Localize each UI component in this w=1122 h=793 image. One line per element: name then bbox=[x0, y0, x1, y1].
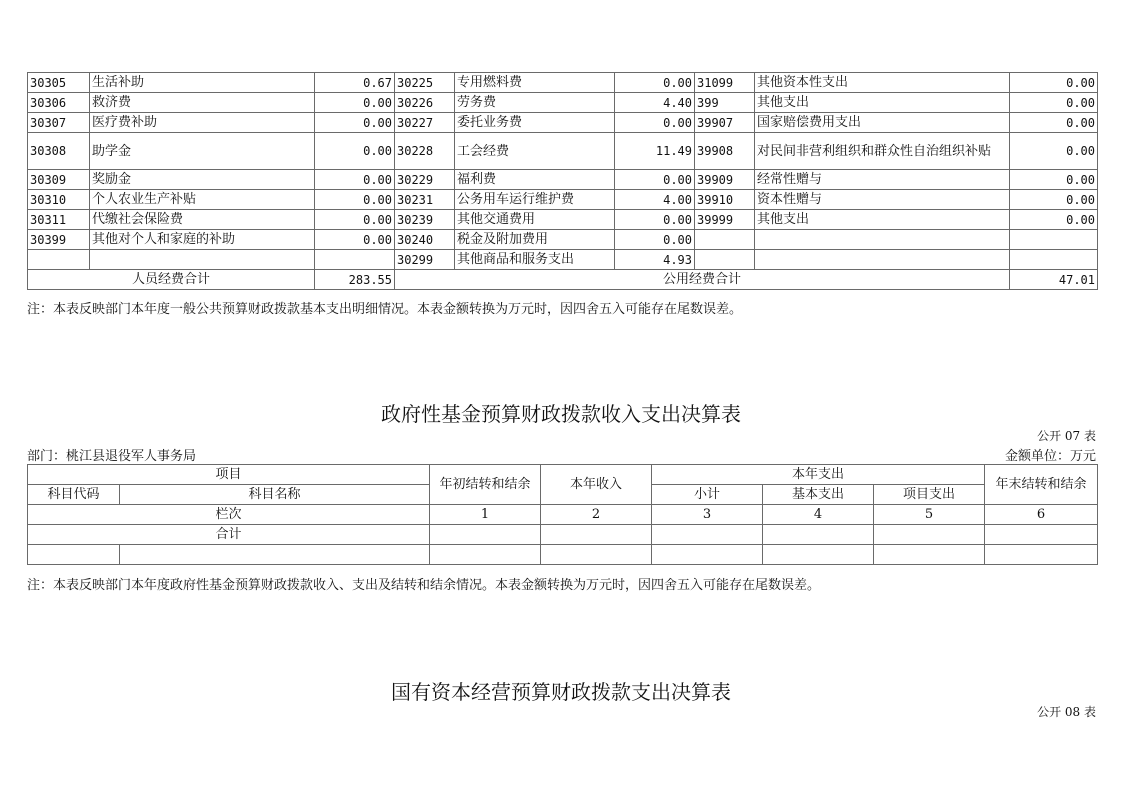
department-label: 部门：桃江县退役军人事务局 bbox=[27, 449, 197, 464]
econ-code-cell: 30231 bbox=[395, 190, 455, 210]
econ-code-cell: 30240 bbox=[395, 230, 455, 250]
total-label: 合计 bbox=[28, 525, 430, 545]
table-cell bbox=[430, 545, 541, 565]
econ-code-cell: 30310 bbox=[28, 190, 90, 210]
table-cell bbox=[985, 525, 1098, 545]
econ-code-cell: 30239 bbox=[395, 210, 455, 230]
amount-cell bbox=[1010, 250, 1098, 270]
econ-code-cell bbox=[695, 230, 755, 250]
header-carry-end: 年末结转和结余 bbox=[985, 465, 1098, 505]
table-cell bbox=[652, 525, 763, 545]
table-cell bbox=[541, 525, 652, 545]
econ-name-cell: 奖励金 bbox=[90, 170, 315, 190]
amount-cell: 0.00 bbox=[1010, 190, 1098, 210]
header-basic: 基本支出 bbox=[763, 485, 874, 505]
econ-name-cell: 代缴社会保险费 bbox=[90, 210, 315, 230]
table-cell bbox=[430, 525, 541, 545]
econ-name-cell: 医疗费补助 bbox=[90, 113, 315, 133]
econ-code-cell: 30307 bbox=[28, 113, 90, 133]
econ-name-cell: 其他支出 bbox=[755, 93, 1010, 113]
table-row bbox=[28, 230, 1098, 250]
amount-cell: 0.00 bbox=[315, 133, 395, 170]
econ-name-cell: 其他资本性支出 bbox=[755, 73, 1010, 93]
econ-name-cell: 其他商品和服务支出 bbox=[455, 250, 615, 270]
econ-code-cell: 30226 bbox=[395, 93, 455, 113]
econ-name-cell: 工会经费 bbox=[455, 133, 615, 170]
table-row bbox=[28, 170, 1098, 190]
header-name: 科目名称 bbox=[120, 485, 430, 505]
econ-name-cell: 救济费 bbox=[90, 93, 315, 113]
table-body bbox=[28, 73, 1098, 270]
section3-title: 国有资本经营预算财政拨款支出决算表 bbox=[391, 680, 731, 704]
econ-name-cell: 其他支出 bbox=[755, 210, 1010, 230]
table-cell bbox=[874, 545, 985, 565]
econ-name-cell: 税金及附加费用 bbox=[455, 230, 615, 250]
econ-code-cell: 30311 bbox=[28, 210, 90, 230]
amount-cell: 11.49 bbox=[615, 133, 695, 170]
econ-name-cell: 劳务费 bbox=[455, 93, 615, 113]
amount-cell: 4.00 bbox=[615, 190, 695, 210]
public-total-value: 47.01 bbox=[1010, 270, 1098, 290]
table1-note: 注：本表反映部门本年度一般公共预算财政拨款基本支出明细情况。本表金额转换为万元时，因四舍五入可能存在尾数误差。 bbox=[27, 302, 743, 317]
amount-cell: 0.00 bbox=[1010, 73, 1098, 93]
econ-code-cell: 30228 bbox=[395, 133, 455, 170]
header-project-expense: 项目支出 bbox=[874, 485, 985, 505]
econ-code-cell: 39908 bbox=[695, 133, 755, 170]
econ-code-cell bbox=[28, 250, 90, 270]
column-number: 1 bbox=[430, 505, 541, 525]
econ-code-cell: 30305 bbox=[28, 73, 90, 93]
econ-name-cell: 公务用车运行维护费 bbox=[455, 190, 615, 210]
econ-code-cell: 30309 bbox=[28, 170, 90, 190]
econ-name-cell bbox=[755, 230, 1010, 250]
econ-name-cell: 对民间非营利组织和群众性自治组织补贴 bbox=[755, 133, 1010, 170]
total-row bbox=[28, 525, 1098, 545]
amount-cell bbox=[315, 250, 395, 270]
econ-code-cell: 30225 bbox=[395, 73, 455, 93]
column-number: 5 bbox=[874, 505, 985, 525]
econ-name-cell: 其他交通费用 bbox=[455, 210, 615, 230]
econ-name-cell: 其他对个人和家庭的补助 bbox=[90, 230, 315, 250]
econ-name-cell: 福利费 bbox=[455, 170, 615, 190]
table-cell bbox=[120, 545, 430, 565]
column-number-row bbox=[28, 505, 1098, 525]
amount-cell: 0.00 bbox=[1010, 210, 1098, 230]
amount-cell: 0.00 bbox=[615, 210, 695, 230]
amount-cell: 0.00 bbox=[1010, 170, 1098, 190]
basic-expenditure-detail-table bbox=[27, 72, 1098, 290]
amount-cell: 4.40 bbox=[615, 93, 695, 113]
personnel-total-value: 283.55 bbox=[315, 270, 395, 290]
personnel-total-label: 人员经费合计 bbox=[28, 270, 315, 290]
econ-name-cell: 委托业务费 bbox=[455, 113, 615, 133]
table-row bbox=[28, 133, 1098, 170]
econ-name-cell: 专用燃料费 bbox=[455, 73, 615, 93]
header-row-1 bbox=[28, 465, 1098, 485]
table-row bbox=[28, 250, 1098, 270]
amount-cell: 0.00 bbox=[1010, 93, 1098, 113]
econ-code-cell: 399 bbox=[695, 93, 755, 113]
table-row bbox=[28, 210, 1098, 230]
econ-name-cell: 资本性赠与 bbox=[755, 190, 1010, 210]
amount-cell: 4.93 bbox=[615, 250, 695, 270]
amount-cell: 0.00 bbox=[1010, 113, 1098, 133]
econ-code-cell: 30227 bbox=[395, 113, 455, 133]
amount-cell: 0.00 bbox=[615, 170, 695, 190]
econ-code-cell: 39909 bbox=[695, 170, 755, 190]
column-number: 2 bbox=[541, 505, 652, 525]
amount-cell: 0.00 bbox=[315, 210, 395, 230]
gov-fund-table bbox=[27, 464, 1098, 565]
amount-cell bbox=[1010, 230, 1098, 250]
column-number: 3 bbox=[652, 505, 763, 525]
amount-cell: 0.00 bbox=[615, 113, 695, 133]
section2-title: 政府性基金预算财政拨款收入支出决算表 bbox=[381, 402, 741, 426]
amount-cell: 0.00 bbox=[1010, 133, 1098, 170]
section3-table-tag: 公开 08 表 bbox=[1037, 705, 1096, 719]
column-number: 4 bbox=[763, 505, 874, 525]
table-cell bbox=[28, 545, 120, 565]
econ-code-cell: 30399 bbox=[28, 230, 90, 250]
econ-name-cell: 生活补助 bbox=[90, 73, 315, 93]
empty-row bbox=[28, 545, 1098, 565]
header-project: 项目 bbox=[28, 465, 430, 485]
total-row bbox=[28, 270, 1098, 290]
amount-cell: 0.00 bbox=[615, 73, 695, 93]
column-number: 6 bbox=[985, 505, 1098, 525]
table-row bbox=[28, 93, 1098, 113]
amount-cell: 0.00 bbox=[315, 190, 395, 210]
table-cell bbox=[541, 545, 652, 565]
header-subtotal: 小计 bbox=[652, 485, 763, 505]
amount-cell: 0.00 bbox=[315, 93, 395, 113]
econ-name-cell: 个人农业生产补贴 bbox=[90, 190, 315, 210]
amount-cell: 0.00 bbox=[315, 170, 395, 190]
public-total-label: 公用经费合计 bbox=[395, 270, 1010, 290]
econ-name-cell bbox=[90, 250, 315, 270]
econ-code-cell: 31099 bbox=[695, 73, 755, 93]
table2-note: 注：本表反映部门本年度政府性基金预算财政拨款收入、支出及结转和结余情况。本表金额转换为万元时，因四舍五入可能存在尾数误差。 bbox=[27, 578, 821, 593]
econ-name-cell bbox=[755, 250, 1010, 270]
table-cell bbox=[652, 545, 763, 565]
econ-code-cell: 30306 bbox=[28, 93, 90, 113]
section2-table-tag: 公开 07 表 bbox=[1037, 429, 1096, 443]
table-cell bbox=[874, 525, 985, 545]
amount-cell: 0.67 bbox=[315, 73, 395, 93]
table-cell bbox=[985, 545, 1098, 565]
econ-name-cell: 国家赔偿费用支出 bbox=[755, 113, 1010, 133]
econ-code-cell: 30299 bbox=[395, 250, 455, 270]
table-row bbox=[28, 113, 1098, 133]
header-expense: 本年支出 bbox=[652, 465, 985, 485]
header-code: 科目代码 bbox=[28, 485, 120, 505]
header-carry-begin: 年初结转和结余 bbox=[430, 465, 541, 505]
econ-name-cell: 助学金 bbox=[90, 133, 315, 170]
table-cell bbox=[763, 545, 874, 565]
amount-cell: 0.00 bbox=[615, 230, 695, 250]
table-row bbox=[28, 190, 1098, 210]
econ-code-cell: 30229 bbox=[395, 170, 455, 190]
econ-code-cell: 39910 bbox=[695, 190, 755, 210]
econ-code-cell: 30308 bbox=[28, 133, 90, 170]
amount-cell: 0.00 bbox=[315, 113, 395, 133]
table-cell bbox=[763, 525, 874, 545]
amount-cell: 0.00 bbox=[315, 230, 395, 250]
econ-code-cell: 39907 bbox=[695, 113, 755, 133]
header-income: 本年收入 bbox=[541, 465, 652, 505]
econ-name-cell: 经常性赠与 bbox=[755, 170, 1010, 190]
econ-code-cell: 39999 bbox=[695, 210, 755, 230]
econ-code-cell bbox=[695, 250, 755, 270]
column-label: 栏次 bbox=[28, 505, 430, 525]
table-row bbox=[28, 73, 1098, 93]
unit-label: 金额单位：万元 bbox=[1004, 449, 1096, 464]
